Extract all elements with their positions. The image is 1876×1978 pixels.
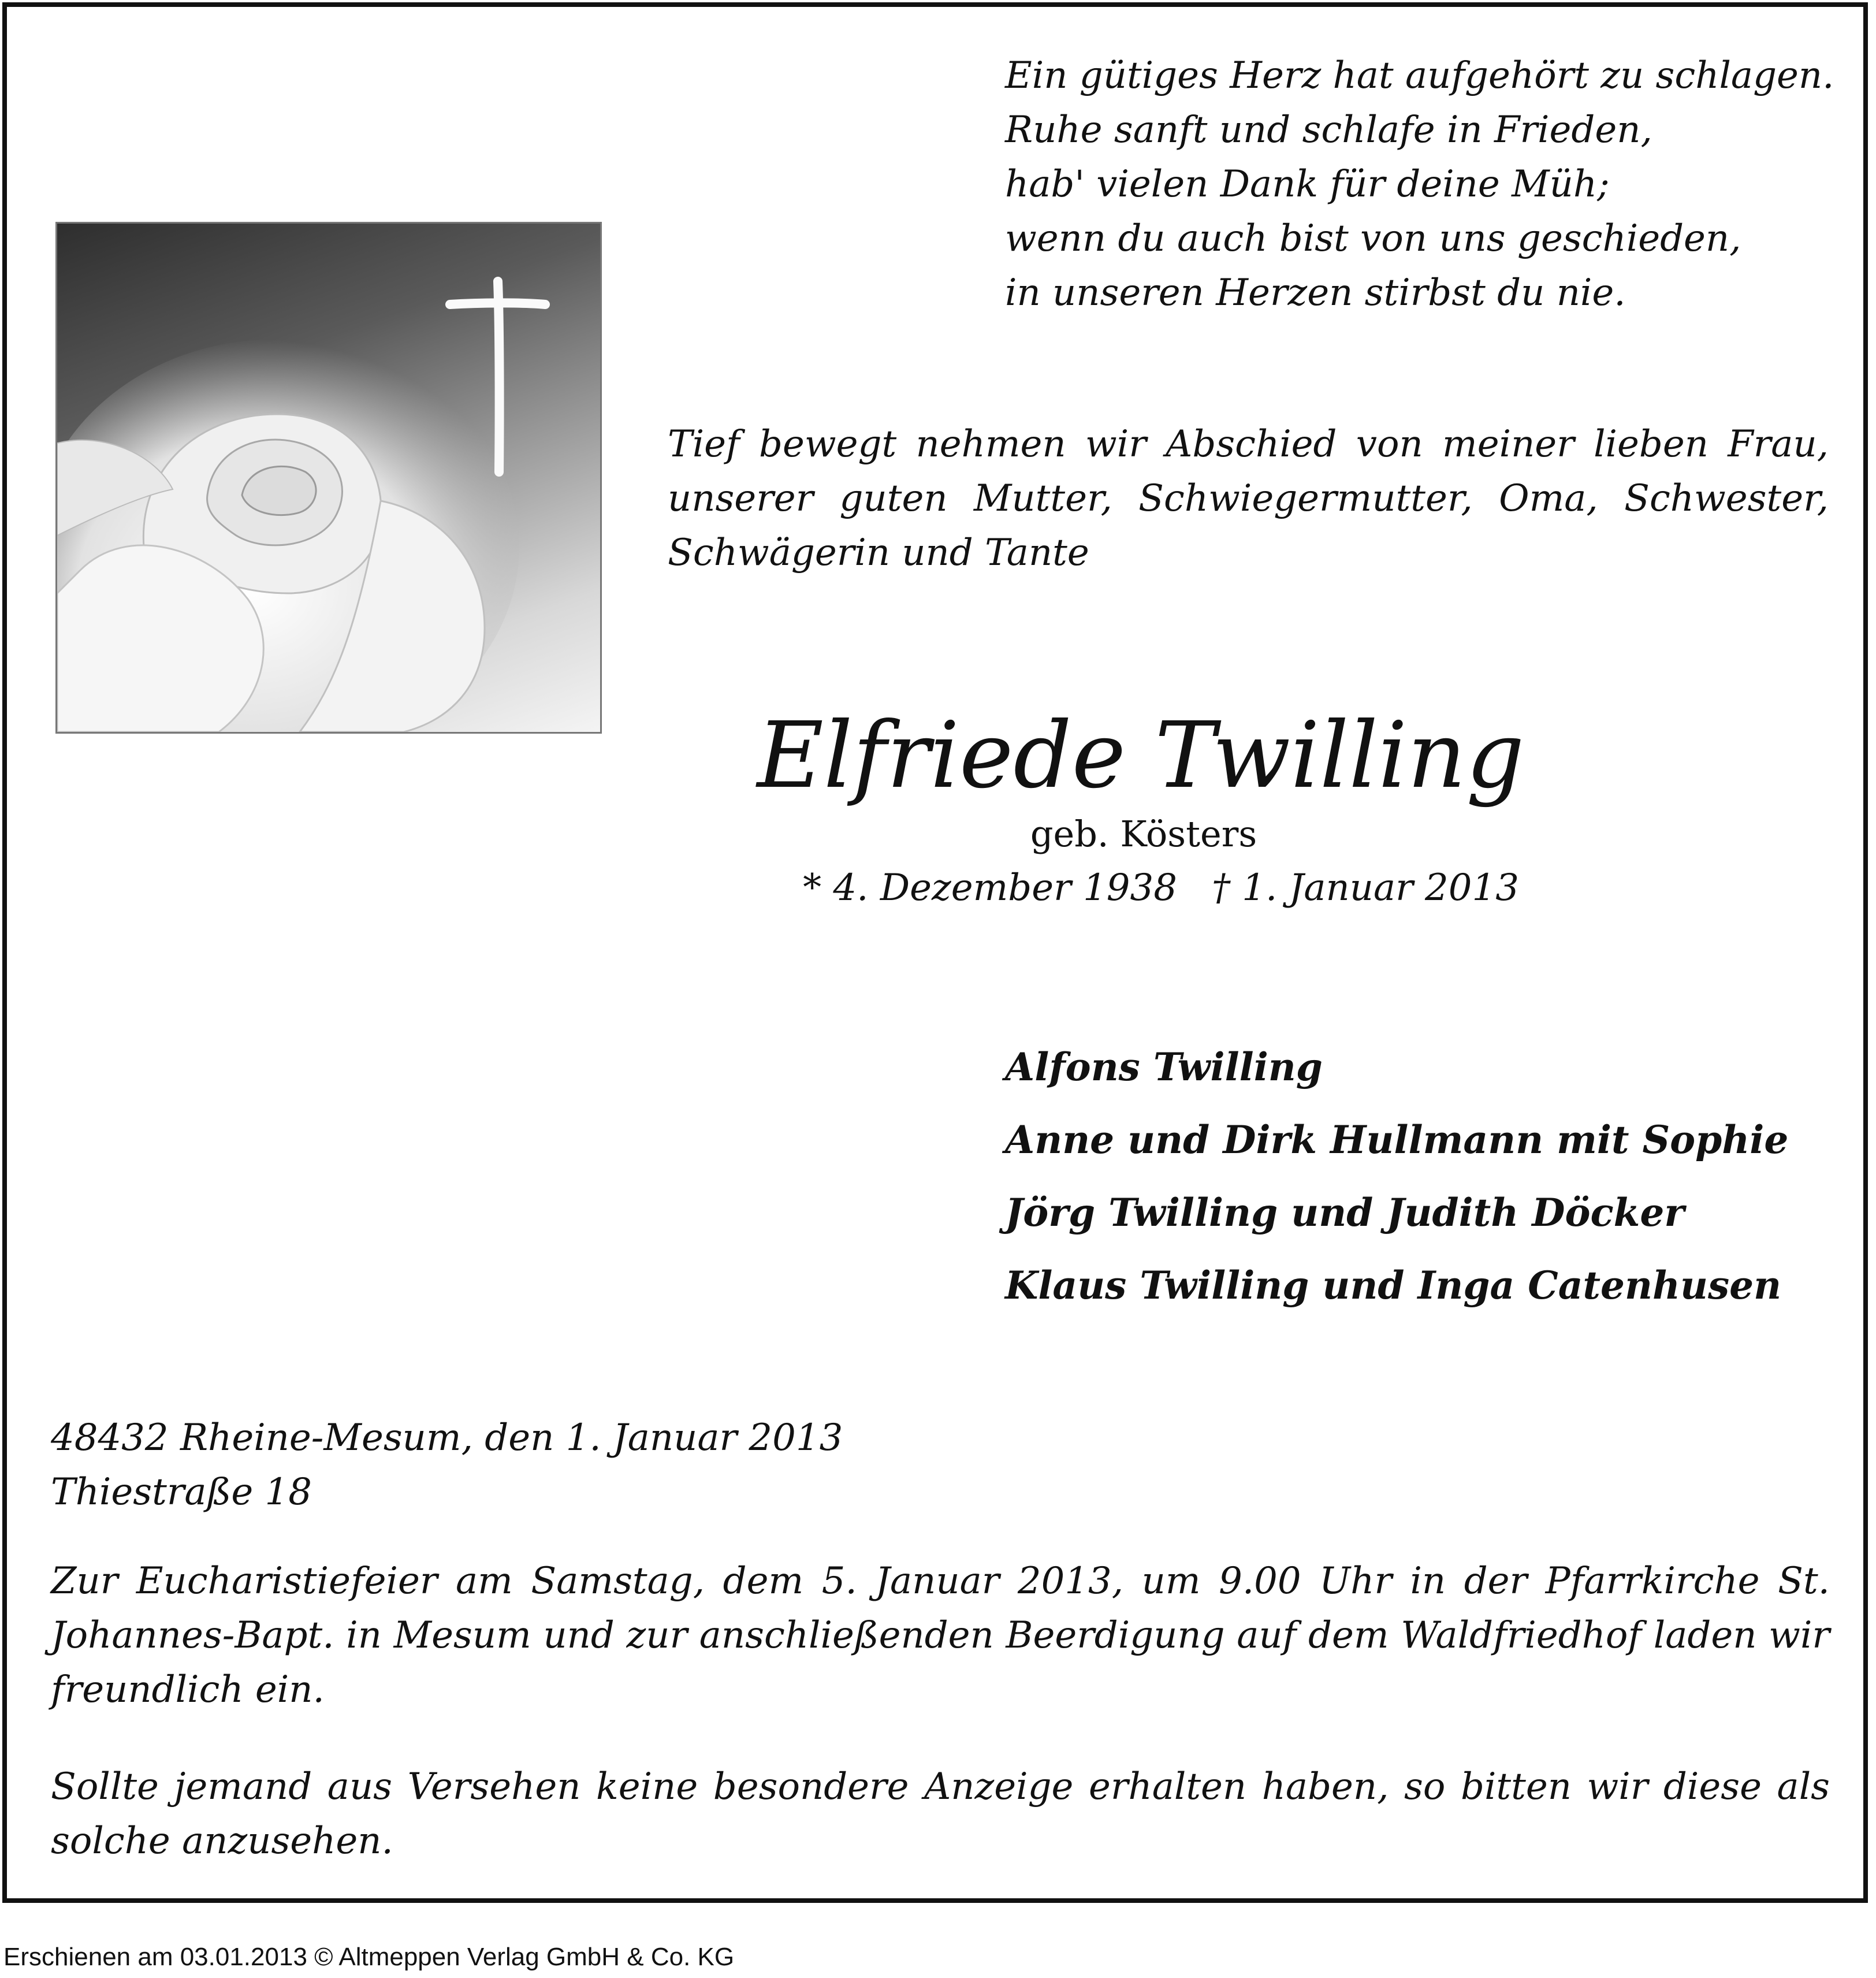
family-list bbox=[1005, 1031, 1825, 1322]
family-member: Jörg Twilling und Judith Döcker bbox=[1005, 1190, 1685, 1235]
intro-line: unserer guten Mutter, Schwiegermutter, Oma, Schwester, bbox=[668, 477, 1829, 520]
notice-line: Sollte jemand aus Versehen keine besondere Anzeige erhalten haben, so bitten wir diese als bbox=[51, 1765, 1830, 1808]
service-line: freundlich ein. bbox=[51, 1668, 325, 1711]
service-line: Johannes-Bapt. in Mesum und zur anschließenden Beerdigung auf dem Waldfriedhof laden wir bbox=[51, 1614, 1830, 1657]
family-member: Anne und Dirk Hullmann mit Sophie bbox=[1005, 1117, 1789, 1162]
poem-line: hab' vielen Dank für deine Müh; bbox=[1005, 163, 1610, 206]
street: Thiestraße 18 bbox=[51, 1471, 312, 1514]
intro-text bbox=[668, 417, 1829, 580]
family-member: Alfons Twilling bbox=[1005, 1044, 1323, 1090]
poem-line: Ruhe sanft und schlafe in Frieden, bbox=[1005, 109, 1652, 151]
intro-line: Tief bewegt nehmen wir Abschied von meiner lieben Frau, bbox=[668, 423, 1829, 466]
place-date: 48432 Rheine-Mesum, den 1. Januar 2013 bbox=[51, 1416, 843, 1459]
rose-with-cross-icon bbox=[57, 224, 600, 732]
notice-line: solche anzusehen. bbox=[51, 1820, 393, 1862]
rose-cross-image bbox=[55, 222, 602, 734]
death-date: † 1. Januar 2013 bbox=[1211, 867, 1519, 909]
poem bbox=[1005, 49, 1848, 320]
birth-name: geb. Kösters bbox=[1030, 813, 1257, 855]
poem-line: wenn du auch bist von uns geschieden, bbox=[1005, 217, 1741, 260]
life-dates bbox=[797, 862, 1525, 914]
poem-line: Ein gütiges Herz hat aufgehört zu schlagen. bbox=[1005, 54, 1834, 97]
poem-line: in unseren Herzen stirbst du nie. bbox=[1005, 272, 1626, 314]
service-paragraph bbox=[51, 1554, 1830, 1717]
deceased-name: Elfriede Twilling bbox=[757, 702, 1525, 809]
publication-footer: Erschienen am 03.01.2013 © Altmeppen Verlag GmbH & Co. KG bbox=[3, 1943, 735, 1971]
intro-line: Schwägerin und Tante bbox=[668, 531, 1089, 574]
service-line: Zur Eucharistiefeier am Samstag, dem 5. Januar 2013, um 9.00 Uhr in der Pfarrkirche St. bbox=[51, 1560, 1830, 1603]
family-member: Klaus Twilling und Inga Catenhusen bbox=[1005, 1263, 1782, 1308]
birth-date: * 4. Dezember 1938 bbox=[803, 867, 1177, 909]
address-block bbox=[51, 1411, 859, 1519]
notice-paragraph bbox=[51, 1760, 1830, 1868]
